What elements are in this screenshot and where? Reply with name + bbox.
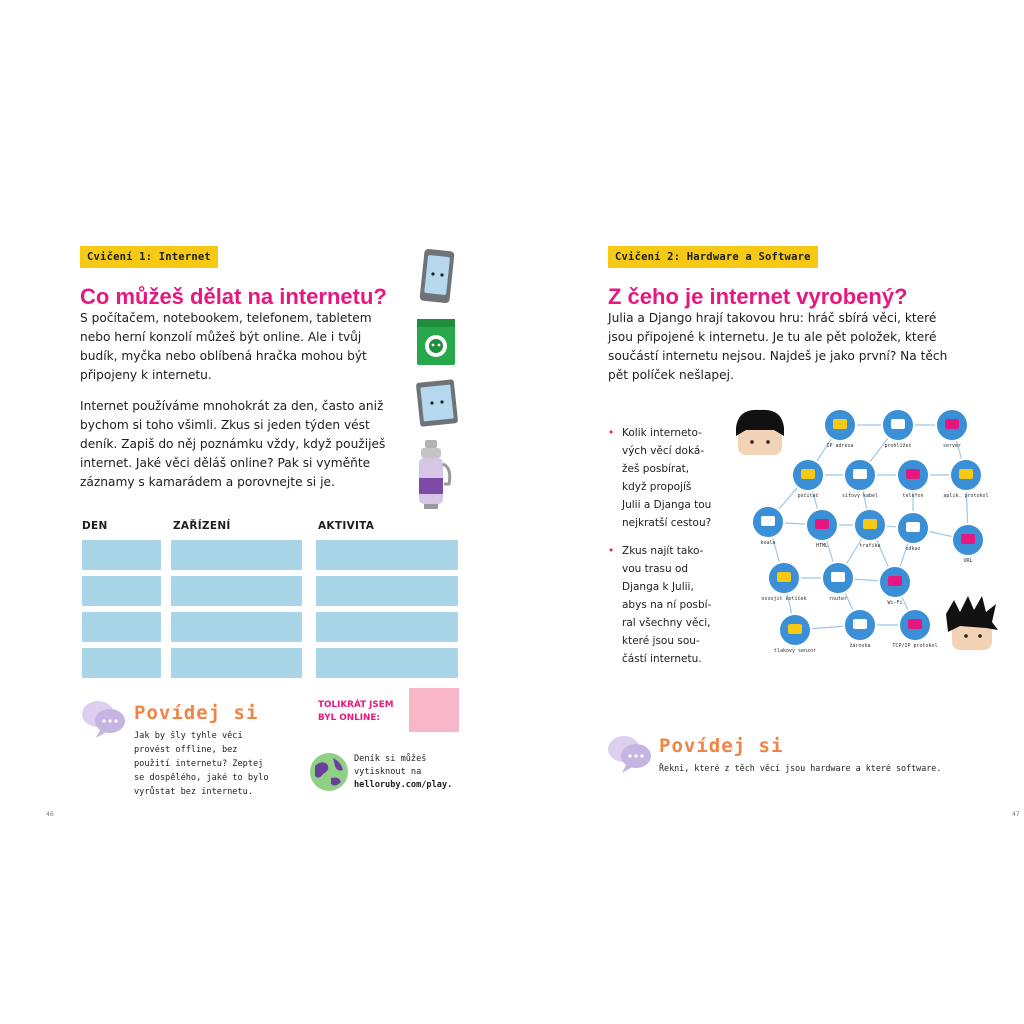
network-graph-svg bbox=[730, 400, 1000, 665]
intro-paragraph: S počítačem, notebookem, telefonem, tabletem nebo herní konzolí můžeš být online. Ale i tvůj budík, myčka nebo oblíbená hračka mohou být připojeny k internetu. bbox=[80, 311, 372, 382]
graph-node-icon bbox=[908, 619, 922, 629]
page-number-left: 46 bbox=[46, 811, 54, 818]
graph-node-label: počítač bbox=[797, 493, 819, 499]
graph-node-icon bbox=[788, 624, 802, 634]
print-link[interactable]: helloruby.com/play. bbox=[354, 780, 453, 790]
graph-node-icon bbox=[833, 419, 847, 429]
povidej-title-2: Povídej si bbox=[659, 735, 784, 757]
django-character bbox=[946, 596, 998, 650]
graph-node-label: TCP/IP protokol bbox=[892, 643, 938, 649]
table-cell[interactable] bbox=[82, 612, 161, 642]
table-cell[interactable] bbox=[82, 540, 161, 570]
graph-node-label: HTML bbox=[815, 543, 829, 549]
intro-paragraph-2: Julia a Django hrají takovou hru: hráč sbírá věci, které jsou připojené k internetu. Je tu ale pět položek, které součástí internetu nejsou. Najdeš je jako první? Na těch pět políček nešlapej. bbox=[608, 311, 948, 382]
online-counter-box[interactable] bbox=[409, 688, 459, 732]
list-item: • Kolik interneto- vých věcí doká- žeš posbírat, když propojíš Julii a Djanga tou nejkratší cestou? bbox=[608, 424, 728, 532]
graph-node-icon bbox=[959, 469, 973, 479]
exercise-tag: Cvičení 1: Internet bbox=[80, 246, 218, 268]
julia-character bbox=[736, 410, 784, 455]
table-header-den: DEN bbox=[82, 520, 108, 532]
graph-node-icon bbox=[815, 519, 829, 529]
graph-node-icon bbox=[863, 519, 877, 529]
table-cell[interactable] bbox=[316, 612, 458, 642]
povidej-text: Jak by šly tyhle věci provést offline, bez použití internetu? Zeptej se dospělého, jaké to bylo vyrůstat bez internetu. bbox=[134, 731, 269, 797]
page-title-2: Z čeho je internet vyrobený? bbox=[608, 284, 908, 309]
exercise-tag-2: Cvičení 2: Hardware a Software bbox=[608, 246, 818, 268]
graph-node-label: aplik. protokol bbox=[943, 493, 989, 499]
table-cell[interactable] bbox=[171, 648, 302, 678]
povidej-text-2: Řekni, které z těch věcí jsou hardware a které software. bbox=[659, 763, 942, 773]
page-number-right: 47 bbox=[1012, 811, 1020, 818]
graph-node-icon bbox=[761, 516, 775, 526]
globe-icon bbox=[309, 752, 349, 792]
table-cell[interactable] bbox=[316, 648, 458, 678]
speech-bubbles-icon bbox=[80, 698, 128, 738]
povidej-title: Povídej si bbox=[134, 702, 259, 724]
graph-node-icon bbox=[831, 572, 845, 582]
table-cell[interactable] bbox=[171, 540, 302, 570]
graph-node-label: trafika bbox=[859, 543, 881, 549]
speech-bubbles-icon bbox=[606, 733, 654, 773]
graph-node-label: síťový kabel bbox=[841, 493, 879, 499]
diary-paragraph: Internet používáme mnohokrát za den, často aniž bychom si toho všimli. Zkus si jeden týden vést deník. Zapiš do něj poznámku vždy, když použiješ internet. Jaké věci děláš online? Pak si vyměňte záznamy s kamarádem a porovnejte si je. bbox=[80, 399, 386, 489]
print-note: Deník si můžeš vytisknout na helloruby.com/play. bbox=[354, 754, 453, 790]
list-item: • Zkus najít tako- vou trasu od Djanga k Julii, abys na ní posbí- ral všechny věci, které jsou sou- částí internetu. bbox=[608, 542, 728, 668]
page-title: Co můžeš dělat na internetu? bbox=[80, 284, 387, 309]
graph-node-icon bbox=[888, 576, 902, 586]
graph-node-icon bbox=[961, 534, 975, 544]
graph-node-icon bbox=[906, 522, 920, 532]
tablet-icon bbox=[414, 378, 460, 428]
graph-node-label: prohlížeč bbox=[884, 443, 912, 449]
table-cell[interactable] bbox=[82, 648, 161, 678]
question-list bbox=[608, 424, 728, 678]
graph-node-icon bbox=[853, 469, 867, 479]
table-cell[interactable] bbox=[171, 576, 302, 606]
table-cell[interactable] bbox=[316, 576, 458, 606]
graph-node-label: odkaz bbox=[905, 546, 921, 552]
graph-node-label: URL bbox=[963, 558, 973, 564]
table-header-zarizeni: ZAŘÍZENÍ bbox=[173, 520, 231, 532]
graph-node-label: tlakový senzor bbox=[773, 648, 817, 654]
graph-node-label: koala bbox=[760, 540, 776, 546]
graph-node-label: Wi-Fi bbox=[887, 600, 903, 606]
phone-icon bbox=[417, 248, 457, 304]
graph-node-label: osvojit kotíček bbox=[761, 596, 807, 602]
graph-node-label: telefon bbox=[902, 493, 924, 499]
network-graph bbox=[730, 400, 1000, 665]
graph-node-label: IP adresa bbox=[826, 443, 854, 449]
graph-node-label: server bbox=[942, 443, 962, 449]
graph-node-label: router bbox=[828, 596, 848, 602]
graph-node-icon bbox=[853, 619, 867, 629]
graph-node-icon bbox=[777, 572, 791, 582]
graph-node-icon bbox=[891, 419, 905, 429]
table-cell[interactable] bbox=[316, 540, 458, 570]
washing-machine-icon bbox=[416, 318, 456, 366]
table-cell[interactable] bbox=[82, 576, 161, 606]
online-counter-label: TOLIKRÁT JSEM BYL ONLINE: bbox=[318, 700, 394, 723]
graph-node-icon bbox=[906, 469, 920, 479]
graph-node-icon bbox=[945, 419, 959, 429]
water-bottle-icon bbox=[416, 440, 454, 510]
graph-node-icon bbox=[801, 469, 815, 479]
table-header-aktivita: AKTIVITA bbox=[318, 520, 375, 532]
table-cell[interactable] bbox=[171, 612, 302, 642]
graph-node-label: žárovka bbox=[849, 643, 871, 649]
